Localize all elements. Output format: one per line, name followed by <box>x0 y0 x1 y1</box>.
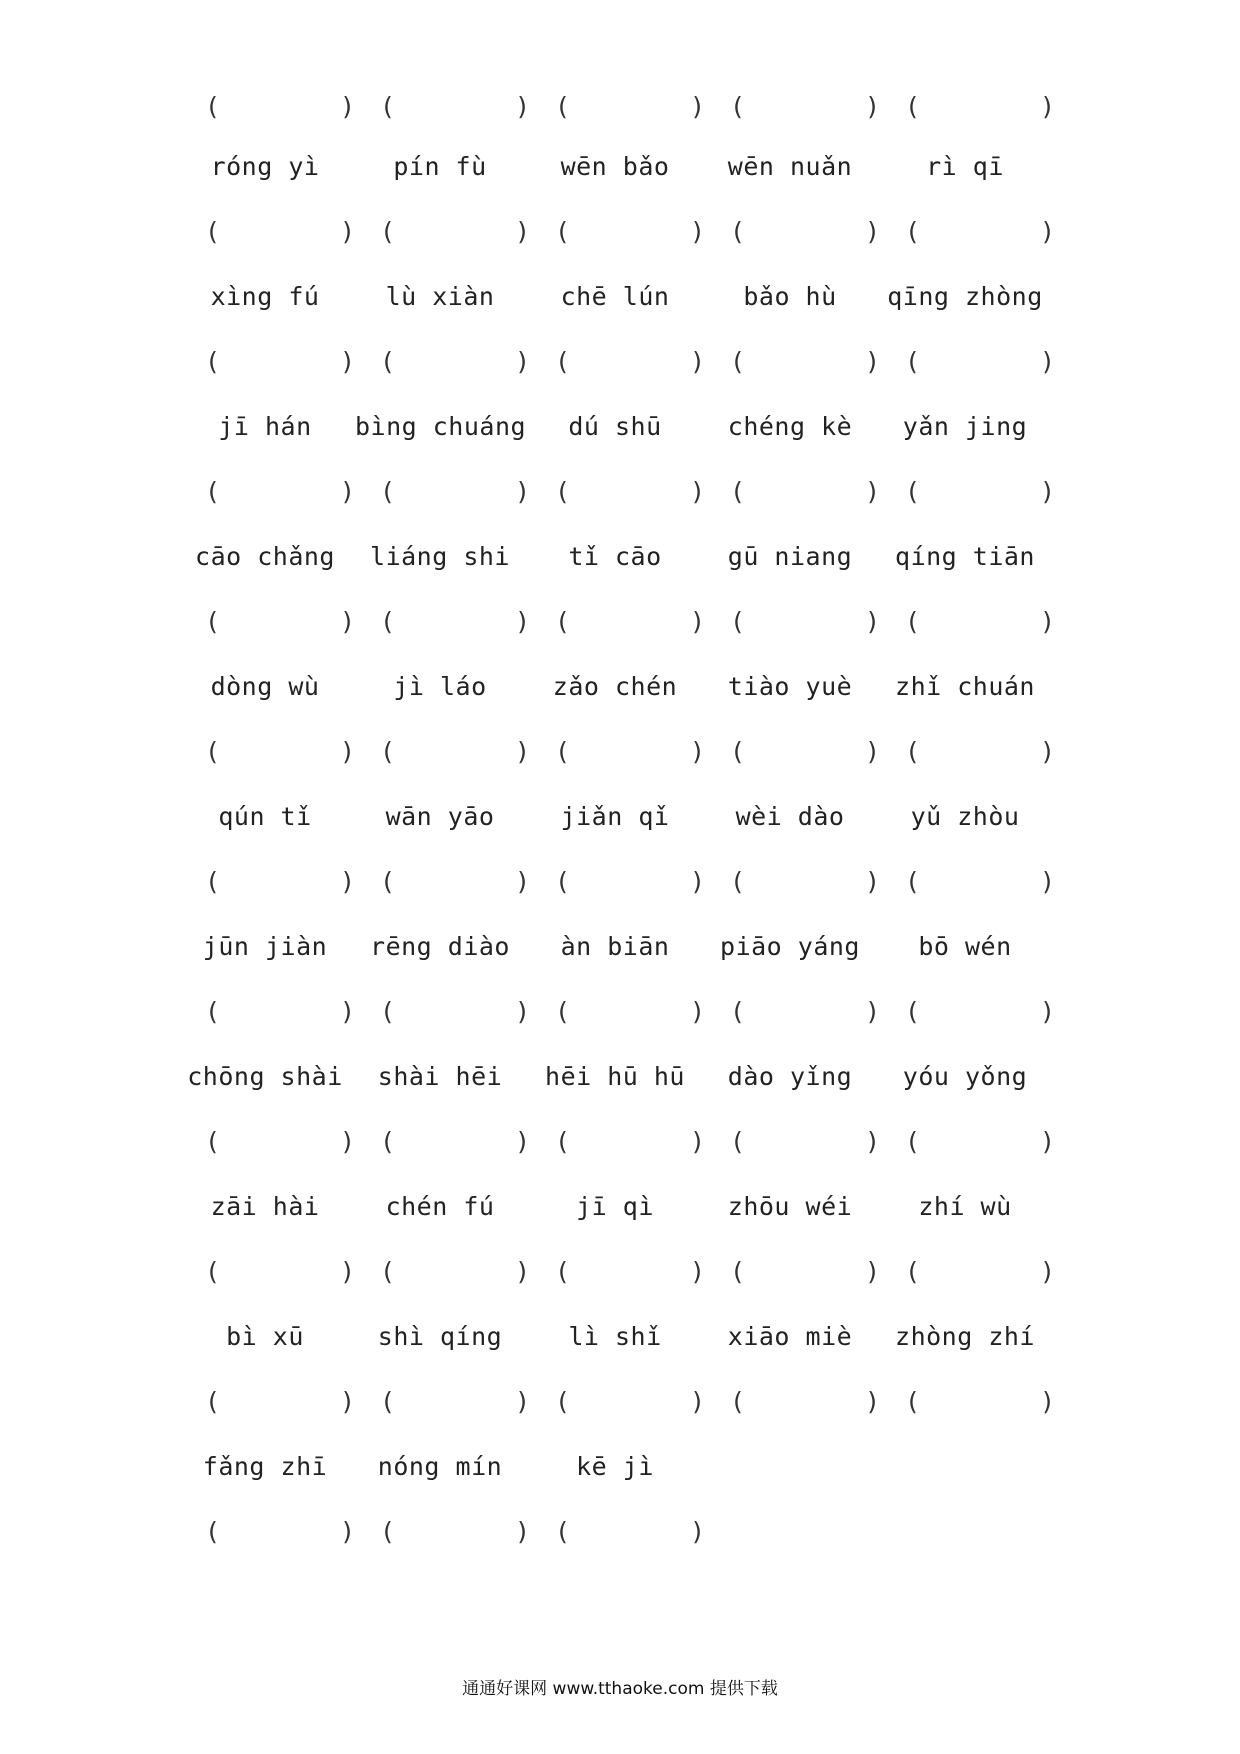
left-paren: ( <box>380 347 396 376</box>
left-paren: ( <box>555 477 571 506</box>
right-paren: ) <box>864 1387 880 1416</box>
pinyin-word: piāo yáng <box>720 932 860 961</box>
right-paren: ) <box>864 217 880 246</box>
pinyin-word: pín fù <box>393 152 487 181</box>
answer-blank[interactable] <box>555 87 705 127</box>
right-paren: ) <box>1039 477 1055 506</box>
left-paren: ( <box>380 997 396 1026</box>
right-paren: ) <box>689 1257 705 1286</box>
left-paren: ( <box>905 997 921 1026</box>
answer-blank[interactable] <box>380 1252 530 1292</box>
pinyin-word: chéng kè <box>727 412 853 441</box>
right-paren: ) <box>1039 1387 1055 1416</box>
answer-blank[interactable] <box>905 862 1055 902</box>
pinyin-word: jī hán <box>218 412 312 441</box>
answer-blank[interactable] <box>555 732 705 772</box>
right-paren: ) <box>1039 607 1055 636</box>
pinyin-word: wēn bǎo <box>560 152 670 181</box>
answer-blank[interactable] <box>380 1122 530 1162</box>
right-paren: ) <box>339 1517 355 1546</box>
answer-blank[interactable] <box>380 342 530 382</box>
right-paren: ) <box>864 737 880 766</box>
right-paren: ) <box>689 477 705 506</box>
left-paren: ( <box>905 347 921 376</box>
pinyin-row-10 <box>0 1317 1240 1357</box>
answer-blank[interactable] <box>555 1252 705 1292</box>
pinyin-word: wēn nuǎn <box>727 152 853 181</box>
pinyin-word: bǎo hù <box>743 282 837 311</box>
pinyin-row-2 <box>0 277 1240 317</box>
right-paren: ) <box>689 997 705 1026</box>
left-paren: ( <box>730 92 746 121</box>
right-paren: ) <box>514 737 530 766</box>
answer-blank[interactable] <box>905 992 1055 1032</box>
pinyin-row-4 <box>0 537 1240 577</box>
left-paren: ( <box>730 217 746 246</box>
pinyin-word: chōng shài <box>187 1062 343 1091</box>
right-paren: ) <box>689 607 705 636</box>
right-paren: ) <box>514 217 530 246</box>
right-paren: ) <box>864 867 880 896</box>
pinyin-word: jì láo <box>393 672 487 701</box>
left-paren: ( <box>905 867 921 896</box>
answer-blank[interactable] <box>205 1252 355 1292</box>
pinyin-word: rēng diào <box>370 932 510 961</box>
answer-blank[interactable] <box>380 602 530 642</box>
answer-blank[interactable] <box>730 862 880 902</box>
pinyin-row-6 <box>0 797 1240 837</box>
answer-blank[interactable] <box>205 602 355 642</box>
pinyin-word: wān yāo <box>385 802 495 831</box>
pinyin-word: jī qì <box>576 1192 654 1221</box>
answer-blank[interactable] <box>730 602 880 642</box>
left-paren: ( <box>730 607 746 636</box>
left-paren: ( <box>730 1257 746 1286</box>
right-paren: ) <box>514 1127 530 1156</box>
left-paren: ( <box>555 1387 571 1416</box>
left-paren: ( <box>905 1257 921 1286</box>
right-paren: ) <box>864 997 880 1026</box>
answer-blank[interactable] <box>905 342 1055 382</box>
answer-blank[interactable] <box>380 472 530 512</box>
answer-blank[interactable] <box>555 1122 705 1162</box>
answer-blank[interactable] <box>380 1512 530 1552</box>
answer-blank[interactable] <box>905 602 1055 642</box>
answer-blank[interactable] <box>730 1382 880 1422</box>
right-paren: ) <box>689 1387 705 1416</box>
left-paren: ( <box>555 1127 571 1156</box>
answer-blank[interactable] <box>905 472 1055 512</box>
pinyin-word: nóng mín <box>377 1452 503 1481</box>
right-paren: ) <box>514 92 530 121</box>
pinyin-word: dòng wù <box>210 672 320 701</box>
left-paren: ( <box>205 477 221 506</box>
pinyin-word: bō wén <box>918 932 1012 961</box>
left-paren: ( <box>205 1517 221 1546</box>
left-paren: ( <box>380 1257 396 1286</box>
left-paren: ( <box>380 1517 396 1546</box>
answer-blank[interactable] <box>905 732 1055 772</box>
pinyin-word: yóu yǒng <box>902 1062 1028 1091</box>
right-paren: ) <box>864 607 880 636</box>
right-paren: ) <box>514 997 530 1026</box>
answer-row-7 <box>0 992 1240 1032</box>
answer-blank[interactable] <box>730 732 880 772</box>
right-paren: ) <box>1039 997 1055 1026</box>
left-paren: ( <box>555 1517 571 1546</box>
left-paren: ( <box>730 1127 746 1156</box>
left-paren: ( <box>555 737 571 766</box>
left-paren: ( <box>205 867 221 896</box>
answer-blank[interactable] <box>380 87 530 127</box>
pinyin-word: zhōu wéi <box>727 1192 853 1221</box>
pinyin-row-9 <box>0 1187 1240 1227</box>
left-paren: ( <box>905 737 921 766</box>
answer-row-10 <box>0 1382 1240 1422</box>
answer-blank[interactable] <box>730 1252 880 1292</box>
answer-row-6 <box>0 862 1240 902</box>
right-paren: ) <box>689 92 705 121</box>
answer-row-11 <box>0 1512 1240 1552</box>
pinyin-word: tiào yuè <box>727 672 853 701</box>
answer-row-4 <box>0 602 1240 642</box>
left-paren: ( <box>730 1387 746 1416</box>
answer-blank[interactable] <box>555 862 705 902</box>
pinyin-row-11 <box>0 1447 1240 1487</box>
right-paren: ) <box>339 867 355 896</box>
pinyin-word: lì shǐ <box>568 1322 662 1351</box>
left-paren: ( <box>555 347 571 376</box>
left-paren: ( <box>205 1257 221 1286</box>
right-paren: ) <box>1039 347 1055 376</box>
pinyin-word: qīng zhòng <box>887 282 1043 311</box>
left-paren: ( <box>905 1387 921 1416</box>
left-paren: ( <box>205 347 221 376</box>
pinyin-word: qún tǐ <box>218 802 312 831</box>
pinyin-word: xìng fú <box>210 282 320 311</box>
pinyin-row-3 <box>0 407 1240 447</box>
answer-blank[interactable] <box>205 732 355 772</box>
right-paren: ) <box>1039 867 1055 896</box>
pinyin-row-7 <box>0 927 1240 967</box>
answer-blank[interactable] <box>555 1512 705 1552</box>
pinyin-row-8 <box>0 1057 1240 1097</box>
left-paren: ( <box>555 92 571 121</box>
pinyin-word: kē jì <box>576 1452 654 1481</box>
left-paren: ( <box>205 1127 221 1156</box>
answer-blank[interactable] <box>205 1512 355 1552</box>
pinyin-word: dú shū <box>568 412 662 441</box>
right-paren: ) <box>339 1257 355 1286</box>
right-paren: ) <box>864 477 880 506</box>
pinyin-word: zǎo chén <box>552 672 678 701</box>
left-paren: ( <box>555 867 571 896</box>
right-paren: ) <box>689 217 705 246</box>
left-paren: ( <box>380 607 396 636</box>
answer-blank[interactable] <box>905 212 1055 252</box>
answer-blank[interactable] <box>905 1252 1055 1292</box>
pinyin-word: zhòng zhí <box>895 1322 1035 1351</box>
left-paren: ( <box>380 867 396 896</box>
pinyin-word: bì xū <box>226 1322 304 1351</box>
answer-blank[interactable] <box>380 212 530 252</box>
right-paren: ) <box>864 92 880 121</box>
pinyin-word: jiǎn qǐ <box>560 802 670 831</box>
right-paren: ) <box>514 607 530 636</box>
left-paren: ( <box>380 1387 396 1416</box>
pinyin-row-5 <box>0 667 1240 707</box>
left-paren: ( <box>555 1257 571 1286</box>
left-paren: ( <box>730 347 746 376</box>
left-paren: ( <box>905 477 921 506</box>
pinyin-word: róng yì <box>210 152 320 181</box>
pinyin-word: chén fú <box>385 1192 495 1221</box>
right-paren: ) <box>514 477 530 506</box>
right-paren: ) <box>339 347 355 376</box>
left-paren: ( <box>380 217 396 246</box>
pinyin-word: shài hēi <box>377 1062 503 1091</box>
answer-blank[interactable] <box>205 862 355 902</box>
answer-blank[interactable] <box>730 1122 880 1162</box>
answer-blank[interactable] <box>730 992 880 1032</box>
page-footer <box>0 1674 1240 1704</box>
answer-row-1 <box>0 212 1240 252</box>
answer-blank[interactable] <box>205 1122 355 1162</box>
answer-blank[interactable] <box>380 1382 530 1422</box>
pinyin-word: cāo chǎng <box>195 542 335 571</box>
right-paren: ) <box>689 347 705 376</box>
answer-blank[interactable] <box>205 992 355 1032</box>
right-paren: ) <box>339 1387 355 1416</box>
pinyin-word: tǐ cāo <box>568 542 662 571</box>
right-paren: ) <box>339 477 355 506</box>
right-paren: ) <box>339 607 355 636</box>
pinyin-word: wèi dào <box>735 802 845 831</box>
answer-blank[interactable] <box>730 342 880 382</box>
answer-blank[interactable] <box>555 1382 705 1422</box>
answer-blank[interactable] <box>205 212 355 252</box>
left-paren: ( <box>555 997 571 1026</box>
pinyin-word: àn biān <box>560 932 670 961</box>
right-paren: ) <box>339 737 355 766</box>
answer-row-9 <box>0 1252 1240 1292</box>
left-paren: ( <box>205 607 221 636</box>
right-paren: ) <box>339 997 355 1026</box>
answer-blank[interactable] <box>555 992 705 1032</box>
left-paren: ( <box>205 1387 221 1416</box>
answer-blank[interactable] <box>205 1382 355 1422</box>
right-paren: ) <box>339 1127 355 1156</box>
pinyin-word: zāi hài <box>210 1192 320 1221</box>
answer-blank[interactable] <box>380 732 530 772</box>
pinyin-word: zhí wù <box>918 1192 1012 1221</box>
left-paren: ( <box>905 92 921 121</box>
right-paren: ) <box>514 347 530 376</box>
right-paren: ) <box>514 1517 530 1546</box>
left-paren: ( <box>205 217 221 246</box>
right-paren: ) <box>1039 737 1055 766</box>
answer-row-5 <box>0 732 1240 772</box>
left-paren: ( <box>555 607 571 636</box>
left-paren: ( <box>905 217 921 246</box>
answer-blank[interactable] <box>555 342 705 382</box>
pinyin-word: jūn jiàn <box>202 932 328 961</box>
right-paren: ) <box>689 737 705 766</box>
left-paren: ( <box>730 867 746 896</box>
answer-row-2 <box>0 342 1240 382</box>
pinyin-word: qíng tiān <box>895 542 1035 571</box>
right-paren: ) <box>1039 1127 1055 1156</box>
right-paren: ) <box>689 867 705 896</box>
pinyin-word: dào yǐng <box>727 1062 853 1091</box>
left-paren: ( <box>205 737 221 766</box>
left-paren: ( <box>380 477 396 506</box>
right-paren: ) <box>514 1387 530 1416</box>
left-paren: ( <box>380 92 396 121</box>
left-paren: ( <box>730 477 746 506</box>
answer-blank[interactable] <box>905 87 1055 127</box>
right-paren: ) <box>1039 1257 1055 1286</box>
answer-blank[interactable] <box>205 472 355 512</box>
left-paren: ( <box>905 607 921 636</box>
right-paren: ) <box>514 1257 530 1286</box>
pinyin-word: gū niang <box>727 542 853 571</box>
pinyin-word: zhǐ chuán <box>895 672 1035 701</box>
answer-blank[interactable] <box>905 1122 1055 1162</box>
pinyin-word: chē lún <box>560 282 670 311</box>
answer-row-3 <box>0 472 1240 512</box>
pinyin-row-1 <box>0 147 1240 187</box>
pinyin-word: lù xiàn <box>385 282 495 311</box>
right-paren: ) <box>339 217 355 246</box>
left-paren: ( <box>905 1127 921 1156</box>
answer-blank[interactable] <box>205 342 355 382</box>
pinyin-word: bìng chuáng <box>355 412 527 441</box>
right-paren: ) <box>689 1517 705 1546</box>
right-paren: ) <box>864 1257 880 1286</box>
pinyin-word: hēi hū hū <box>545 1062 685 1091</box>
pinyin-word: rì qī <box>926 152 1004 181</box>
pinyin-word: fǎng zhī <box>202 1452 328 1481</box>
footer-text: 通通好课网 www.tthaoke.com 提供下载 <box>462 1679 778 1699</box>
left-paren: ( <box>380 737 396 766</box>
answer-blank[interactable] <box>730 212 880 252</box>
left-paren: ( <box>730 997 746 1026</box>
right-paren: ) <box>864 1127 880 1156</box>
right-paren: ) <box>864 347 880 376</box>
answer-blank[interactable] <box>205 87 355 127</box>
right-paren: ) <box>1039 217 1055 246</box>
right-paren: ) <box>689 1127 705 1156</box>
answer-row-0 <box>0 87 1240 127</box>
answer-blank[interactable] <box>730 87 880 127</box>
left-paren: ( <box>380 1127 396 1156</box>
answer-blank[interactable] <box>380 862 530 902</box>
answer-blank[interactable] <box>555 212 705 252</box>
pinyin-word: xiāo miè <box>727 1322 853 1351</box>
left-paren: ( <box>205 92 221 121</box>
left-paren: ( <box>205 997 221 1026</box>
left-paren: ( <box>730 737 746 766</box>
answer-blank[interactable] <box>380 992 530 1032</box>
pinyin-word: liáng shi <box>370 542 510 571</box>
right-paren: ) <box>514 867 530 896</box>
answer-blank[interactable] <box>905 1382 1055 1422</box>
pinyin-word: shì qíng <box>377 1322 503 1351</box>
answer-blank[interactable] <box>730 472 880 512</box>
right-paren: ) <box>1039 92 1055 121</box>
answer-blank[interactable] <box>555 472 705 512</box>
pinyin-word: yǎn jing <box>902 412 1028 441</box>
answer-row-8 <box>0 1122 1240 1162</box>
left-paren: ( <box>555 217 571 246</box>
answer-blank[interactable] <box>555 602 705 642</box>
right-paren: ) <box>339 92 355 121</box>
pinyin-word: yǔ zhòu <box>910 802 1020 831</box>
